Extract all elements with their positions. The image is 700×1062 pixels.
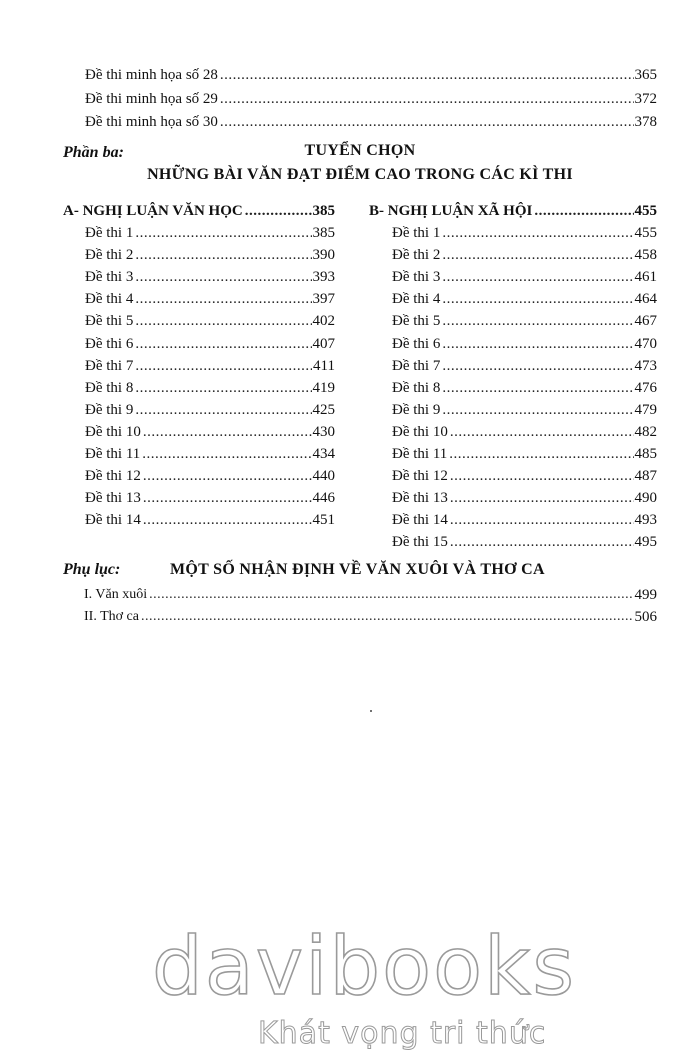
toc-entry[interactable] bbox=[392, 509, 657, 529]
toc-entry[interactable] bbox=[392, 399, 657, 419]
toc-entry-page: 397 bbox=[312, 291, 335, 308]
toc-entry-label: Đề thi 5 bbox=[85, 313, 134, 330]
toc-entry-page: 482 bbox=[634, 423, 657, 440]
toc-entry-label: Đề thi 6 bbox=[85, 335, 134, 352]
toc-entry-page: 455 bbox=[634, 225, 657, 241]
dot-leader bbox=[442, 401, 633, 419]
dot-leader bbox=[450, 511, 634, 529]
dot-leader bbox=[135, 379, 311, 397]
toc-entry[interactable] bbox=[85, 64, 657, 84]
part-prefix: Phần ba: bbox=[63, 144, 124, 161]
part-title-line1: TUYỂN CHỌN bbox=[304, 142, 416, 159]
toc-entry-page: 411 bbox=[313, 357, 335, 374]
toc-entry-page: 467 bbox=[634, 313, 657, 330]
toc-entry[interactable] bbox=[392, 310, 657, 330]
dot-leader bbox=[143, 511, 312, 529]
dot-leader bbox=[143, 489, 312, 507]
toc-entry-label: Đề thi 10 bbox=[85, 423, 141, 440]
dot-leader bbox=[142, 445, 311, 463]
toc-entry-page: 419 bbox=[312, 379, 335, 396]
toc-entry-page: 378 bbox=[634, 114, 657, 130]
dot-leader bbox=[220, 66, 634, 84]
toc-entry[interactable] bbox=[392, 244, 657, 264]
toc-entry-label: II. Thơ ca bbox=[84, 609, 139, 624]
dot-leader bbox=[135, 401, 311, 419]
toc-entry-page: 490 bbox=[634, 490, 657, 507]
toc-entry-label: Đề thi 2 bbox=[392, 247, 441, 264]
toc-entry-page: 402 bbox=[312, 313, 335, 330]
toc-entry-page: 470 bbox=[634, 335, 657, 352]
toc-entry[interactable] bbox=[84, 584, 657, 604]
toc-entry-page: 365 bbox=[634, 67, 657, 83]
toc-entry-page: 425 bbox=[312, 401, 335, 418]
toc-entry-page: 473 bbox=[634, 357, 657, 374]
dot-leader bbox=[450, 423, 634, 441]
toc-entry-label: Đề thi 12 bbox=[392, 468, 448, 485]
toc-entry-page: 479 bbox=[634, 401, 657, 418]
dot-leader bbox=[143, 467, 312, 485]
toc-entry[interactable] bbox=[85, 421, 335, 441]
toc-entry[interactable] bbox=[392, 531, 657, 551]
toc-entry-label: I. Văn xuôi bbox=[84, 587, 148, 602]
toc-entry-label: Đề thi 7 bbox=[392, 357, 441, 374]
toc-entry-page: 487 bbox=[634, 468, 657, 485]
toc-entry-page: 434 bbox=[312, 446, 335, 462]
toc-entry[interactable] bbox=[392, 443, 657, 463]
toc-entry-label: Đề thi 8 bbox=[392, 379, 441, 396]
toc-entry-label: Đề thi 4 bbox=[85, 291, 134, 308]
toc-entry-page: 493 bbox=[634, 512, 657, 529]
watermark-tagline: Khát vọng tri thức bbox=[258, 1016, 547, 1051]
dot-leader bbox=[220, 90, 634, 108]
toc-entry-page: 393 bbox=[312, 269, 335, 286]
dot-leader bbox=[442, 335, 633, 353]
toc-entry-label: Đề thi 1 bbox=[392, 225, 441, 241]
dot-leader bbox=[442, 312, 633, 330]
toc-entry-page: 499 bbox=[634, 587, 657, 603]
dot-leader bbox=[534, 202, 633, 220]
toc-entry[interactable] bbox=[85, 377, 335, 397]
dot-leader bbox=[450, 467, 634, 485]
toc-entry[interactable] bbox=[392, 355, 657, 375]
toc-entry[interactable] bbox=[85, 244, 335, 264]
toc-entry-page: 390 bbox=[312, 247, 335, 264]
section-heading-label: A- NGHỊ LUẬN VĂN HỌC bbox=[63, 203, 243, 219]
toc-entry-label: Đề thi 8 bbox=[85, 379, 134, 396]
section-heading-page: 455 bbox=[634, 203, 657, 219]
toc-entry-page: 506 bbox=[634, 609, 657, 625]
toc-entry[interactable] bbox=[85, 222, 335, 242]
toc-entry-page: 451 bbox=[312, 512, 335, 529]
dot-leader bbox=[135, 357, 312, 375]
toc-entry-label: Đề thi 13 bbox=[392, 490, 448, 507]
toc-entry[interactable] bbox=[85, 355, 335, 375]
dot-leader bbox=[442, 379, 633, 397]
toc-entry-label: Đề thi 12 bbox=[85, 468, 141, 485]
toc-entry-label: Đề thi 9 bbox=[85, 401, 134, 418]
toc-entry-label: Đề thi minh họa số 30 bbox=[85, 114, 218, 130]
dot-leader bbox=[141, 608, 634, 626]
toc-entry-label: Đề thi 9 bbox=[392, 401, 441, 418]
toc-entry-page: 446 bbox=[312, 490, 335, 507]
toc-entry-page: 458 bbox=[634, 247, 657, 264]
toc-entry[interactable] bbox=[392, 266, 657, 286]
toc-entry[interactable] bbox=[392, 377, 657, 397]
dot-leader bbox=[442, 290, 633, 308]
dot-leader bbox=[135, 312, 311, 330]
section-heading-page: 385 bbox=[312, 203, 335, 219]
toc-entry-label: Đề thi 7 bbox=[85, 357, 134, 374]
toc-entry[interactable] bbox=[85, 288, 335, 308]
toc-entry[interactable] bbox=[85, 443, 335, 463]
dot-leader bbox=[442, 224, 633, 242]
toc-entry[interactable] bbox=[392, 421, 657, 441]
toc-entry[interactable] bbox=[85, 487, 335, 507]
toc-entry[interactable] bbox=[84, 606, 657, 626]
toc-entry-page: 485 bbox=[634, 446, 657, 462]
toc-entry[interactable] bbox=[85, 111, 657, 131]
dot-leader bbox=[143, 423, 312, 441]
toc-entry[interactable] bbox=[392, 465, 657, 485]
toc-entry-label: Đề thi 3 bbox=[392, 269, 441, 286]
toc-entry-label: Đề thi 1 bbox=[85, 225, 134, 241]
toc-entry-label: Đề thi 11 bbox=[85, 446, 141, 462]
toc-entry-label: Đề thi 2 bbox=[85, 247, 134, 264]
dot-leader bbox=[220, 113, 634, 131]
toc-entry[interactable] bbox=[392, 487, 657, 507]
dot-leader bbox=[442, 268, 633, 286]
dot-leader bbox=[450, 489, 634, 507]
toc-entry-label: Đề thi 14 bbox=[85, 512, 141, 529]
toc-entry-page: 464 bbox=[634, 291, 657, 308]
toc-entry-page: 372 bbox=[634, 91, 657, 107]
toc-entry[interactable] bbox=[85, 399, 335, 419]
page-speck bbox=[370, 710, 372, 712]
appendix-title: MỘT SỐ NHẬN ĐỊNH VỀ VĂN XUÔI VÀ THƠ CA bbox=[170, 561, 545, 578]
dot-leader bbox=[135, 268, 311, 286]
toc-entry[interactable] bbox=[85, 509, 335, 529]
watermark-brand: davibooks bbox=[152, 920, 577, 1013]
part-title-line2: NHỮNG BÀI VĂN ĐẠT ĐIỂM CAO TRONG CÁC KÌ THI bbox=[147, 166, 573, 183]
toc-entry-label: Đề thi 15 bbox=[392, 534, 448, 551]
toc-entry[interactable] bbox=[85, 310, 335, 330]
dot-leader bbox=[149, 586, 633, 604]
toc-entry-page: 440 bbox=[312, 468, 335, 485]
toc-entry[interactable] bbox=[392, 333, 657, 353]
section-heading-a[interactable] bbox=[63, 200, 335, 220]
dot-leader bbox=[135, 335, 311, 353]
toc-entry-label: Đề thi 5 bbox=[392, 313, 441, 330]
toc-entry-label: Đề thi 13 bbox=[85, 490, 141, 507]
appendix-prefix: Phụ lục: bbox=[63, 561, 121, 578]
toc-entry-page: 430 bbox=[312, 423, 335, 440]
toc-entry-page: 495 bbox=[634, 534, 657, 551]
toc-entry-label: Đề thi 6 bbox=[392, 335, 441, 352]
toc-entry[interactable] bbox=[392, 222, 657, 242]
toc-entry-page: 407 bbox=[312, 335, 335, 352]
toc-entry-label: Đề thi 4 bbox=[392, 291, 441, 308]
dot-leader bbox=[449, 445, 633, 463]
toc-entry-label: Đề thi 14 bbox=[392, 512, 448, 529]
toc-entry[interactable] bbox=[85, 88, 657, 108]
dot-leader bbox=[135, 246, 311, 264]
toc-entry[interactable] bbox=[85, 266, 335, 286]
toc-entry-label: Đề thi 11 bbox=[392, 446, 448, 462]
dot-leader bbox=[450, 533, 634, 551]
section-heading-label: B- NGHỊ LUẬN XÃ HỘI bbox=[369, 203, 533, 219]
toc-entry[interactable] bbox=[85, 333, 335, 353]
toc-entry-label: Đề thi minh họa số 29 bbox=[85, 91, 218, 107]
toc-entry-label: Đề thi 3 bbox=[85, 269, 134, 286]
section-heading-b[interactable] bbox=[369, 200, 657, 220]
dot-leader bbox=[442, 246, 633, 264]
dot-leader bbox=[135, 224, 311, 242]
toc-entry-label: Đề thi 10 bbox=[392, 423, 448, 440]
dot-leader bbox=[135, 290, 311, 308]
dot-leader bbox=[442, 357, 633, 375]
toc-entry[interactable] bbox=[392, 288, 657, 308]
toc-entry-label: Đề thi minh họa số 28 bbox=[85, 67, 218, 83]
toc-entry-page: 385 bbox=[312, 225, 335, 241]
dot-leader bbox=[245, 202, 312, 220]
toc-entry-page: 461 bbox=[634, 269, 657, 286]
toc-entry-page: 476 bbox=[634, 379, 657, 396]
toc-entry[interactable] bbox=[85, 465, 335, 485]
